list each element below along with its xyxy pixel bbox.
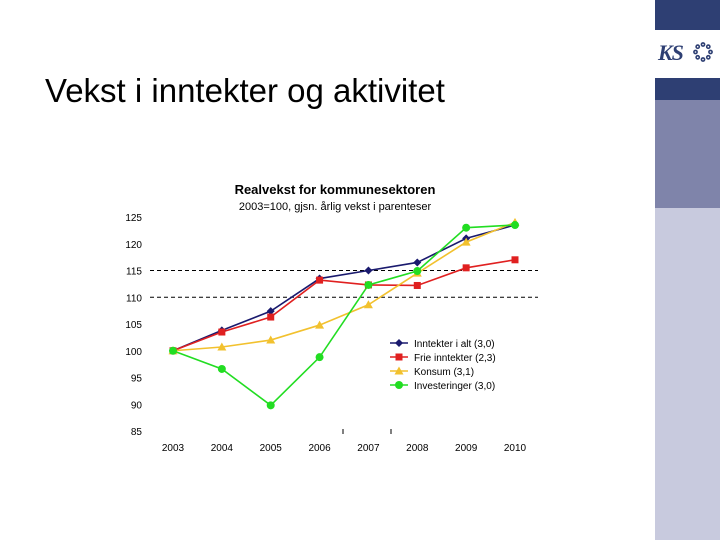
x-tick-label: 2006 <box>308 443 331 454</box>
x-tick-label: 2004 <box>210 443 233 454</box>
legend-marker <box>395 381 403 389</box>
y-tick-label: 110 <box>126 293 142 305</box>
legend-marker <box>395 339 403 347</box>
logo-text: KS <box>658 40 683 65</box>
x-tick-label: 2009 <box>455 443 478 454</box>
y-tick-label: 85 <box>130 427 142 438</box>
logo-ring-icon <box>693 42 713 62</box>
data-point <box>463 264 470 271</box>
legend-marker <box>396 354 403 361</box>
x-tick-label: 2010 <box>503 443 527 454</box>
y-tick-label: 105 <box>125 320 142 331</box>
series-line <box>173 260 515 351</box>
line-chart <box>110 170 550 460</box>
x-tick-label: 2005 <box>259 443 282 454</box>
chart-title: Realvekst for kommunesektoren <box>234 182 436 197</box>
brand-sidebar <box>655 0 720 540</box>
x-tick-label: 2008 <box>406 443 429 454</box>
y-tick-label: 125 <box>125 213 142 224</box>
y-tick-label: 120 <box>125 239 142 251</box>
data-point <box>414 282 421 289</box>
data-point <box>218 329 225 336</box>
data-point <box>413 258 421 266</box>
slide-title: Vekst i inntekter og aktivitet <box>45 72 445 109</box>
legend-label: Frie inntekter (2,3) <box>414 353 496 364</box>
y-tick-label: 115 <box>126 266 142 278</box>
y-tick-label: 95 <box>130 373 142 385</box>
data-point <box>316 277 323 284</box>
y-tick-label: 90 <box>130 400 142 412</box>
legend-label: Inntekter i alt (3,0) <box>414 339 495 350</box>
data-point <box>511 221 519 229</box>
sidebar-top-block <box>655 0 720 30</box>
data-point <box>267 314 274 321</box>
x-tick-label: 2007 <box>357 443 380 454</box>
data-point <box>364 300 373 308</box>
data-point <box>512 256 519 263</box>
data-point <box>364 267 372 275</box>
legend-label: Konsum (3,1) <box>414 367 475 378</box>
data-point <box>364 281 372 289</box>
data-point <box>462 224 470 232</box>
y-tick-label: 100 <box>125 346 142 358</box>
sidebar-band <box>655 78 720 100</box>
data-point <box>413 267 421 275</box>
sidebar-mid-block <box>655 100 720 208</box>
sidebar-low-block <box>655 208 720 540</box>
chart-subtitle: 2003=100, gjsn. årlig vekst i parenteser <box>238 201 432 213</box>
ks-logo <box>655 30 720 78</box>
data-point <box>316 353 324 361</box>
data-point <box>218 365 226 373</box>
legend-label: Investeringer (3,0) <box>414 381 496 392</box>
data-point <box>169 347 177 355</box>
data-point <box>267 401 275 409</box>
x-tick-label: 2003 <box>161 443 185 454</box>
